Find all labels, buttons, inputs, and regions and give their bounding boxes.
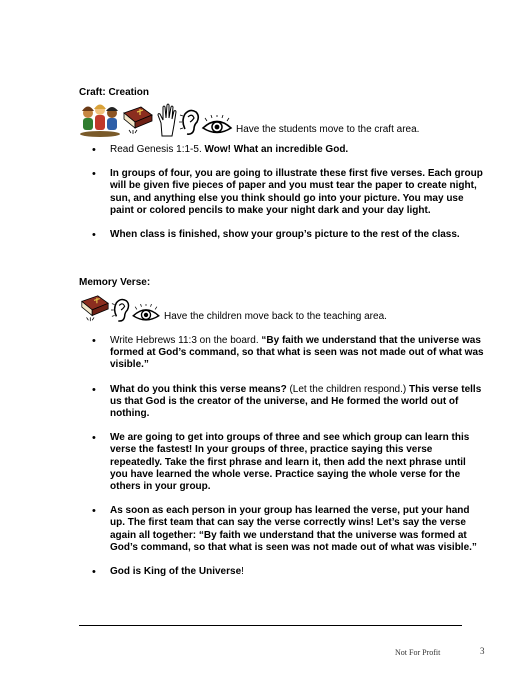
item-bold-text: What do you think this verse means?: [110, 383, 287, 395]
item-text: Read Genesis 1:1-5.: [110, 144, 205, 155]
memory-list: [92, 335, 484, 590]
list-item: [92, 168, 484, 217]
craft-list: [92, 144, 484, 253]
ear-icon: [111, 296, 131, 324]
craft-heading: Craft: Creation: [79, 87, 150, 98]
craft-icons-row: [79, 101, 419, 137]
footer-rule: [79, 625, 462, 626]
list-item: [92, 229, 484, 241]
memory-caption: Have the children move back to the teaching area.: [164, 311, 387, 322]
memory-verse-heading: Memory Verse:: [79, 277, 151, 288]
item-bold-text: “By faith we understand that the universe was formed at God’s command, so that what is seen was not made out of what was visible.”: [110, 335, 484, 371]
eye-icon: [201, 115, 233, 137]
item-bold-text: Wow! What an incredible God.: [204, 144, 349, 155]
ear-icon: [179, 107, 201, 137]
item-bold-text: We are going to get into groups of three and see which group can learn this verse the fastest! In your groups of three, practice saying this verse repeatedly. Take the first phrase and learn it, then add the next phrase until you have learned the whole verse. Practice saying the whole verse for the others in your group.: [110, 432, 470, 493]
item-bold-text: In groups of four, you are going to illustrate these first five verses. Each group will be given five pieces of paper and you must tear the paper to create night, sun, and anything else you think should go into your picture. You may use paint or colored pencils to make your night dark and your day light.: [110, 168, 483, 216]
list-item: [92, 432, 484, 493]
eye-icon: [131, 304, 161, 324]
item-bold-text: God is King of the Universe: [110, 566, 242, 578]
item-text: (Let the children respond.): [286, 383, 409, 395]
bible-icon: [121, 103, 155, 137]
list-item: [92, 144, 484, 156]
footer-text: Not For Profit: [395, 648, 441, 657]
hand-icon: [155, 103, 179, 137]
list-item: [92, 335, 484, 372]
craft-caption: Have the students move to the craft area.: [236, 124, 420, 135]
item-text: !: [241, 566, 244, 578]
item-bold-text: As soon as each person in your group has learned the verse, put your hand up. The first team that can say the verse correctly wins! Let’s say the verse again all together: “By faith we understand that the universe was formed at God’s command, so that what is seen was not made out of what was visible.”: [110, 505, 477, 553]
list-item: [92, 566, 484, 578]
item-text: Write Hebrews 11:3 on the board.: [110, 335, 262, 346]
memory-icons-row: [79, 292, 387, 324]
list-item: [92, 505, 484, 554]
page-number: 3: [480, 646, 485, 656]
bible-icon: [79, 292, 111, 324]
item-bold-text: When class is finished, show your group’s picture to the rest of the class.: [110, 229, 460, 241]
children-group-icon: [79, 101, 121, 137]
list-item: [92, 384, 484, 421]
item-bold-text: This verse tells us that God is the creator of the universe, and He formed the world out of nothing.: [110, 383, 482, 420]
